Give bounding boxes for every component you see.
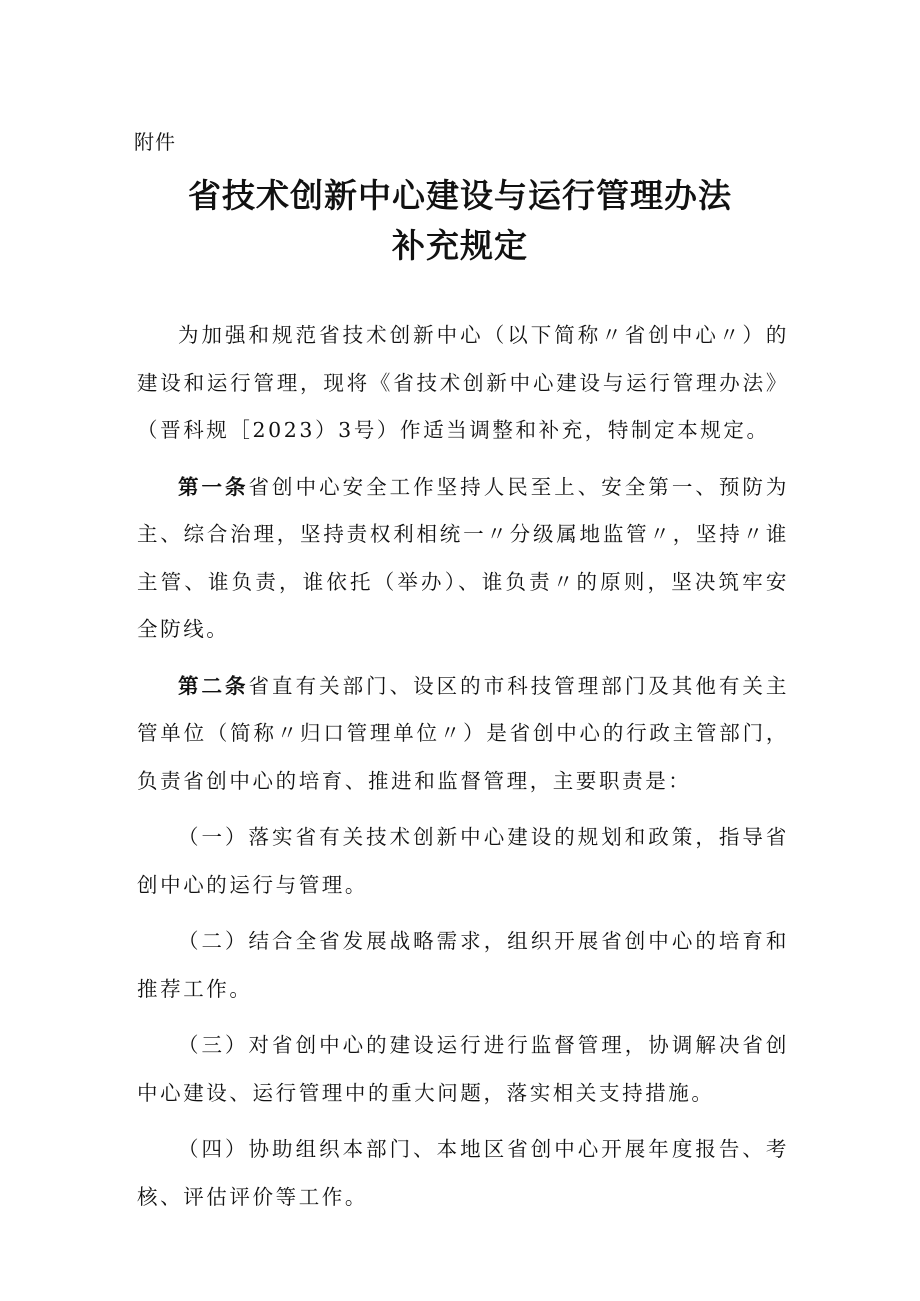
article-2-heading: 第二条 (178, 673, 249, 698)
attachment-label: 附件 (134, 130, 176, 154)
article-2-paragraph (137, 663, 789, 806)
intro-paragraph: 为加强和规范省技术创新中心（以下简称〃省创中心〃）的建设和运行管理，现将《省技术创新中心建设与运行管理办法》（晋科规［2023）3号）作适当调整和补充，特制定本规定。 (137, 323, 789, 442)
list-item-2: （二）结合全省发展战略需求，组织开展省创中心的培育和推荐工作。 (137, 929, 789, 1001)
article-1-heading: 第一条 (178, 474, 249, 499)
document-title-line-1: 省技术创新中心建设与运行管理办法 (188, 176, 732, 215)
list-item-4: （四）协助组织本部门、本地区省创中心开展年度报告、考核、评估评价等工作。 (137, 1137, 789, 1209)
list-item-3: （三）对省创中心的建设运行进行监督管理，协调解决省创中心建设、运行管理中的重大问题，落实相关支持措施。 (137, 1033, 789, 1105)
list-item-1: （一）落实省有关技术创新中心建设的规划和政策，指导省创中心的运行与管理。 (137, 825, 789, 897)
article-2-text: 省直有关部门、设区的市科技管理部门及其他有关主管单位（简称〃归口管理单位〃）是省创中心的行政主管部门，负责省创中心的培育、推进和监督管理，主要职责是： (137, 673, 789, 793)
article-1-paragraph (137, 464, 789, 654)
document-body (137, 312, 789, 1221)
article-1-text: 省创中心安全工作坚持人民至上、安全第一、预防为主、综合治理，坚持责权利相统一〃分级属地监管〃，坚持〃谁主管、谁负责，谁依托（举办）、谁负责〃的原则，坚决筑牢安全防线。 (137, 474, 789, 641)
document-title-line-2: 补充规定 (392, 226, 528, 265)
